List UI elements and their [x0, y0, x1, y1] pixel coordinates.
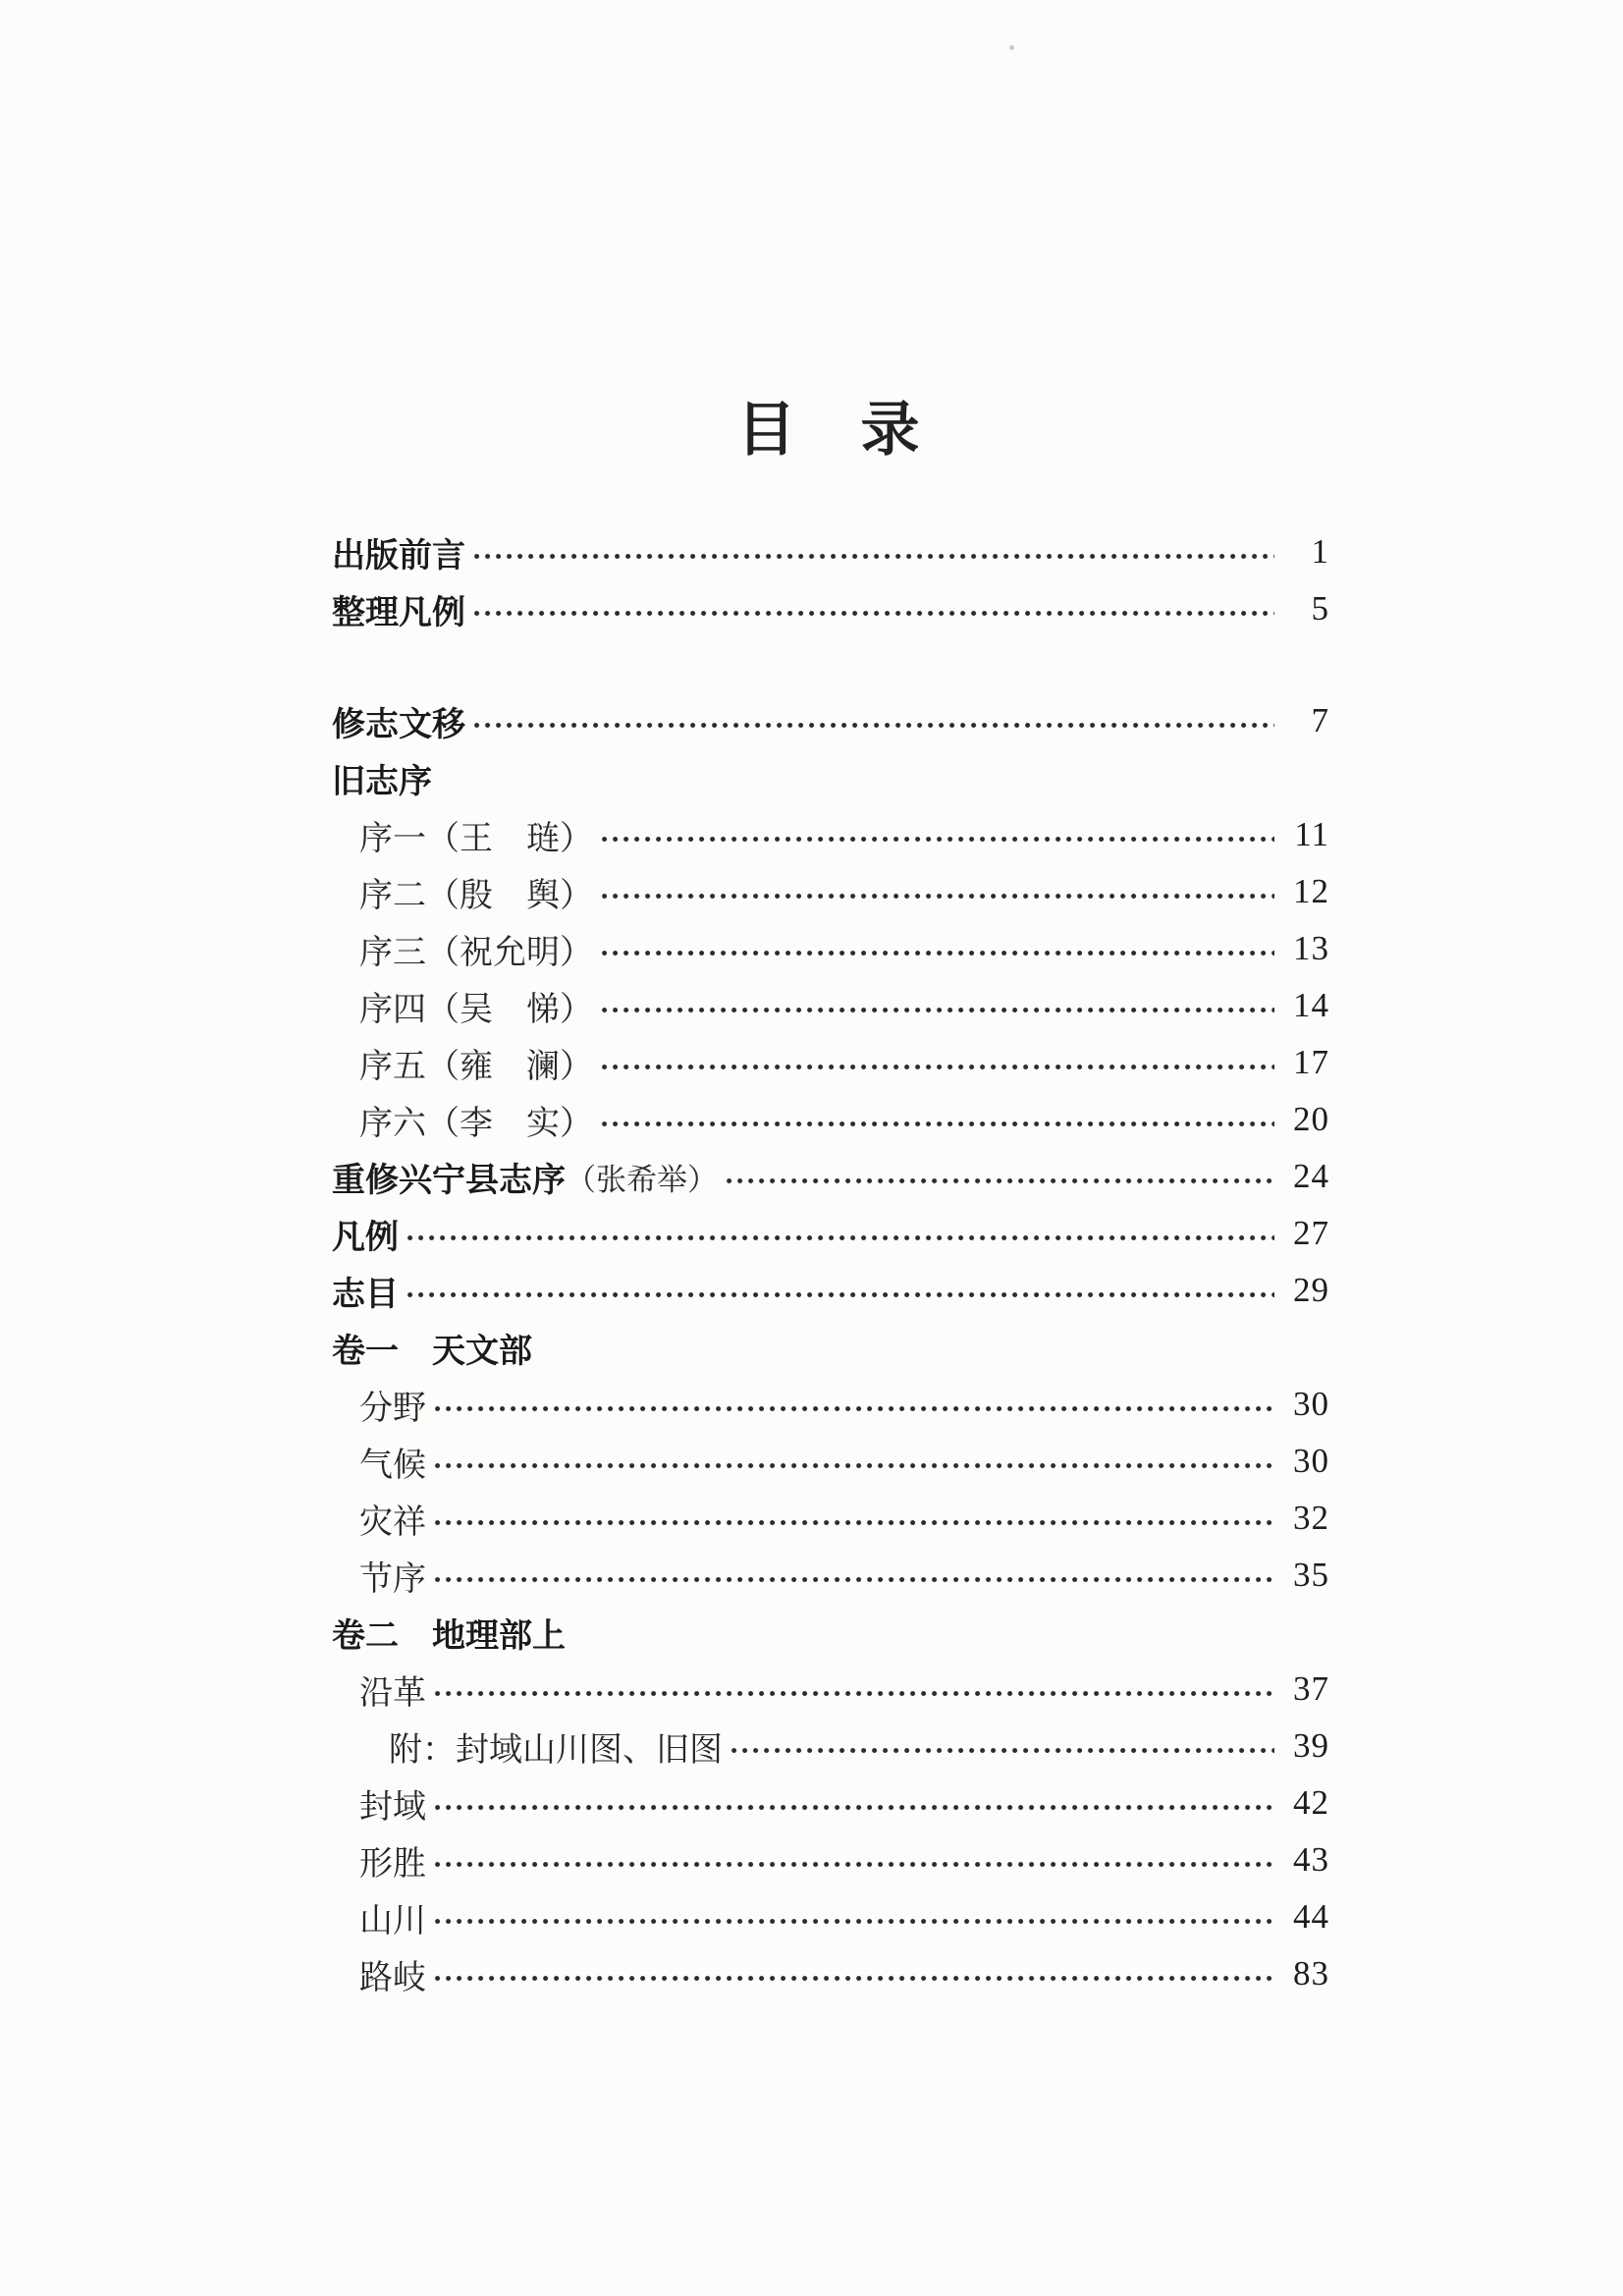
toc-entry-label: 分野	[359, 1390, 426, 1427]
dot-leader	[474, 721, 1274, 730]
toc-entry-page-number: 42	[1293, 1783, 1329, 1822]
toc-entry-page-number: 17	[1293, 1043, 1329, 1081]
dot-leader	[435, 1689, 1274, 1698]
toc-entry-label: 路岐	[359, 1959, 426, 1996]
toc-entry-label: 附：封域山川图、旧图	[389, 1731, 723, 1769]
toc-entry-page-number: 39	[1293, 1726, 1329, 1765]
toc-entry-label: 卷一 天文部	[332, 1332, 532, 1370]
toc-entry-page-number: 43	[1293, 1840, 1329, 1879]
dot-leader	[435, 1518, 1274, 1527]
toc-entry	[332, 1034, 1329, 1091]
toc-entry-page-number: 12	[1293, 872, 1329, 910]
dot-leader	[435, 1575, 1274, 1584]
toc-entry-page-number: 44	[1293, 1897, 1329, 1936]
dot-leader	[435, 1803, 1274, 1812]
toc-entry	[332, 1661, 1329, 1718]
toc-entry	[332, 1262, 1329, 1319]
toc-entry-subtitle: （张希举）	[566, 1162, 718, 1197]
toc-entry-label: 卷二 地理部上	[332, 1616, 566, 1655]
dot-leader	[435, 1974, 1274, 1983]
toc-entry-page-number: 30	[1293, 1385, 1329, 1423]
toc-entry	[332, 580, 1329, 637]
dot-leader	[727, 1176, 1274, 1185]
dot-leader	[407, 1290, 1274, 1299]
toc-entry-label: 旧志序	[332, 762, 432, 800]
toc-entry	[332, 1376, 1329, 1433]
dot-leader	[602, 1120, 1274, 1128]
dot-leader	[435, 1860, 1274, 1869]
toc-entry-label: 修志文移	[332, 705, 465, 743]
dot-leader	[435, 1404, 1274, 1413]
toc-entry	[332, 1831, 1329, 1888]
scan-artifact-speck	[1009, 45, 1014, 50]
toc-entry-page-number: 29	[1293, 1271, 1329, 1309]
toc-entry	[332, 1547, 1329, 1604]
toc-entry-page-number: 24	[1293, 1157, 1329, 1195]
dot-leader	[602, 835, 1274, 844]
dot-leader	[474, 552, 1274, 561]
toc-entry-label: 出版前言	[332, 536, 465, 574]
toc-entry-label: 封域	[359, 1788, 426, 1826]
toc-entry-label: 志目	[332, 1275, 399, 1313]
toc-entry-label: 节序	[359, 1560, 426, 1598]
toc-entry-label: 整理凡例	[332, 593, 465, 631]
toc-entry	[332, 977, 1329, 1034]
toc-entry	[332, 1205, 1329, 1262]
toc-entry	[332, 1945, 1329, 2002]
toc-entry-label: 形胜	[359, 1845, 426, 1883]
toc-entry-label: 序五（雍 澜）	[359, 1048, 593, 1085]
dot-leader	[602, 1063, 1274, 1071]
toc-entry-page-number: 35	[1293, 1556, 1329, 1594]
dot-leader	[602, 949, 1274, 957]
toc-entry	[332, 863, 1329, 920]
toc-entry-page-number: 27	[1293, 1214, 1329, 1252]
toc-entry	[332, 1888, 1329, 1945]
dot-leader	[602, 892, 1274, 901]
toc-entry-page-number: 5	[1311, 589, 1329, 628]
toc-entry-label: 气候	[359, 1447, 426, 1484]
toc-entry	[332, 1148, 1329, 1205]
toc-entry-page-number: 7	[1311, 701, 1329, 739]
toc-entry	[332, 1091, 1329, 1148]
toc-entry-label: 序三（祝允明）	[359, 934, 593, 971]
toc-entry-page-number: 11	[1294, 815, 1329, 853]
toc-entry	[332, 749, 1329, 806]
toc-entry	[332, 692, 1329, 749]
toc-entry-page-number: 32	[1293, 1499, 1329, 1537]
toc-entry	[332, 1319, 1329, 1376]
toc-entry	[332, 1604, 1329, 1661]
toc-entry-page-number: 20	[1293, 1100, 1329, 1138]
dot-leader	[474, 609, 1274, 618]
toc-entry-page-number: 1	[1311, 532, 1329, 571]
toc-entry	[332, 1433, 1329, 1490]
page-title: 目 录	[736, 398, 923, 463]
toc-entry-page-number: 13	[1293, 929, 1329, 967]
toc-list	[332, 523, 1329, 2002]
toc-entry-label: 沿革	[359, 1674, 426, 1712]
toc-entry-label: 凡例	[332, 1218, 399, 1256]
dot-leader	[435, 1461, 1274, 1470]
dot-leader	[731, 1746, 1274, 1755]
toc-entry	[332, 806, 1329, 863]
dot-leader	[435, 1917, 1274, 1926]
toc-entry-label: 序四（吴 悌）	[359, 991, 593, 1028]
toc-entry-label: 序一（王 琏）	[359, 820, 593, 857]
toc-entry-label: 重修兴宁县志序	[332, 1161, 566, 1199]
toc-entry-page-number: 83	[1293, 1954, 1329, 1993]
toc-entry	[332, 1775, 1329, 1831]
dot-leader	[407, 1233, 1274, 1242]
toc-entry-page-number: 37	[1293, 1669, 1329, 1708]
toc-entry	[332, 920, 1329, 977]
toc-entry	[332, 1490, 1329, 1547]
toc-entry	[332, 523, 1329, 580]
toc-entry-page-number: 14	[1293, 986, 1329, 1024]
toc-entry-page-number: 30	[1293, 1442, 1329, 1480]
toc-entry-label: 山川	[359, 1902, 426, 1940]
toc-entry-label: 序六（李 实）	[359, 1105, 593, 1142]
toc-entry	[332, 1718, 1329, 1775]
toc-entry-label: 序二（殷 舆）	[359, 877, 593, 914]
toc-entry-label: 灾祥	[359, 1503, 426, 1541]
dot-leader	[602, 1006, 1274, 1014]
